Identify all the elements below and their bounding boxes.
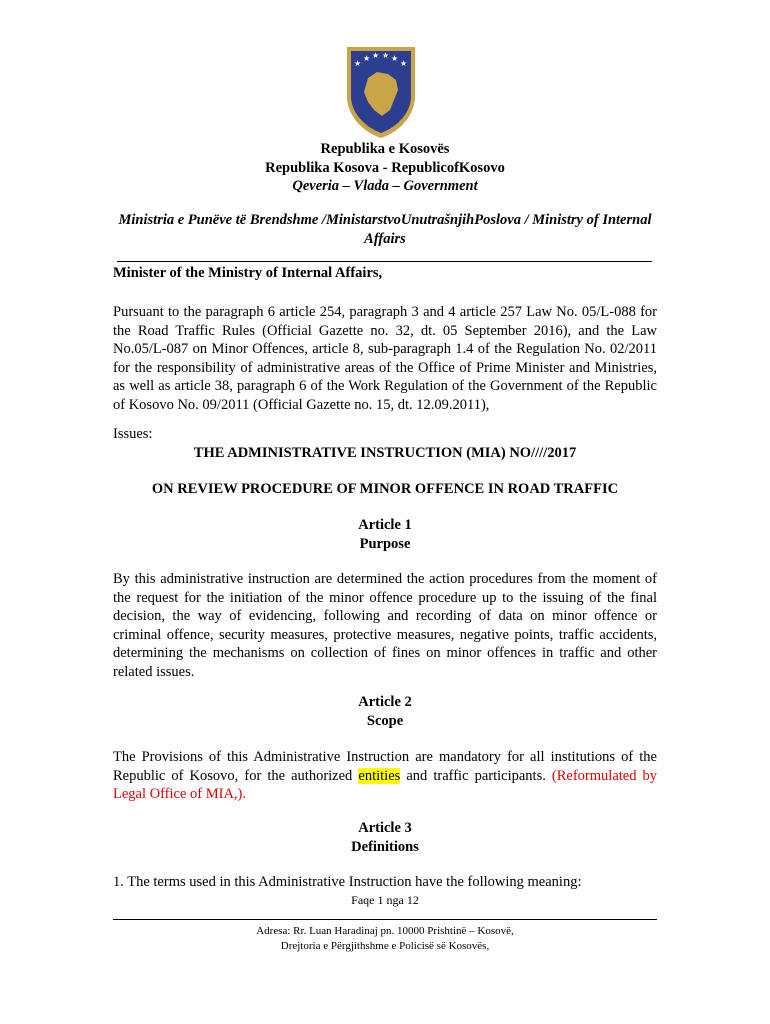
article-1-heading: Purpose <box>359 536 411 552</box>
footer-address <box>0 924 770 954</box>
article-2-text-start: The Provisions of this Administrative Instruction are mandatory for all institutions of the Republic of Kosovo, for the authorized <box>113 749 657 784</box>
svg-text:★: ★ <box>372 51 380 60</box>
svg-text:★: ★ <box>354 59 362 68</box>
address-line-1: Adresa: Rr. Luan Haradinaj pn. 10000 Prishtinë – Kosovë, <box>256 925 514 937</box>
instruction-subtitle: ON REVIEW PROCEDURE OF MINOR OFFENCE IN ROAD TRAFFIC <box>151 481 619 497</box>
svg-text:★: ★ <box>363 54 371 63</box>
article-2-number: Article 2 <box>358 694 412 710</box>
issues-label: Issues: <box>113 426 153 442</box>
header-divider <box>117 261 652 262</box>
svg-text:★: ★ <box>391 54 399 63</box>
article-2-text <box>113 748 657 804</box>
kosovo-coat-of-arms-icon <box>344 44 418 140</box>
svg-text:★: ★ <box>400 59 408 68</box>
editor-comment: (Reformulated by Legal Office of MIA,). <box>113 767 658 803</box>
republic-name-albanian: Republika e Kosovës <box>320 141 450 157</box>
article-3-heading: Definitions <box>351 839 419 855</box>
pursuant-paragraph: Pursuant to the paragraph 6 article 254, paragraph 3 and 4 article 257 Law No. 05/L-088 for the Road Traffic Rules (Official Gazette no. 32, dt. 05 September 2016), and the Law No.05/L-087 on Minor Offences, article 8, sub-paragraph 1.4 of the Regulation No. 02/2011 for the responsibility of administrative areas of the Office of Prime Minister and Ministries, as well as article 38, paragraph 6 of the Work Regulation of the Government of the Republic of Kosovo No. 09/2011 (Official Gazette no. 15, dt. 12.09.2011), <box>113 304 657 413</box>
article-3-number: Article 3 <box>358 820 412 836</box>
highlighted-word: entities <box>358 767 401 784</box>
minister-line: Minister of the Ministry of Internal Affairs, <box>113 265 383 281</box>
instruction-title: THE ADMINISTRATIVE INSTRUCTION (MIA) NO////2017 <box>193 445 577 461</box>
government-name: Qeveria – Vlada – Government <box>292 178 478 194</box>
ministry-name: Ministria e Punëve të Brendshme /MinistarstvoUnutrašnjihPoslova / Ministry of Internal Affairs <box>118 212 652 247</box>
article-3-text: 1. The terms used in this Administrative Instruction have the following meaning: <box>113 874 582 890</box>
article-1-number: Article 1 <box>358 517 412 533</box>
page-number: Faqe 1 nga 12 <box>351 893 419 907</box>
address-line-2: Drejtoria e Përgjithshme e Policisë së Kosovës, <box>280 940 490 952</box>
footer-divider <box>113 919 657 920</box>
article-1-text: By this administrative instruction are determined the action procedures from the moment of the request for the initiation of the minor offence procedure up to the issuing of the final decision, the way of evidencing, following and recording of data on minor offence or criminal offence, security measures, protective measures, negative points, traffic accidents, determining the mechanisms on collection of fines on minor offences in traffic and other related issues. <box>113 571 657 680</box>
article-2-text-end: and traffic participants. <box>406 767 546 784</box>
republic-name-serbian-english: Republika Kosova - RepublicofKosovo <box>265 160 505 176</box>
svg-text:★: ★ <box>382 51 390 60</box>
article-2-heading: Scope <box>366 713 404 729</box>
